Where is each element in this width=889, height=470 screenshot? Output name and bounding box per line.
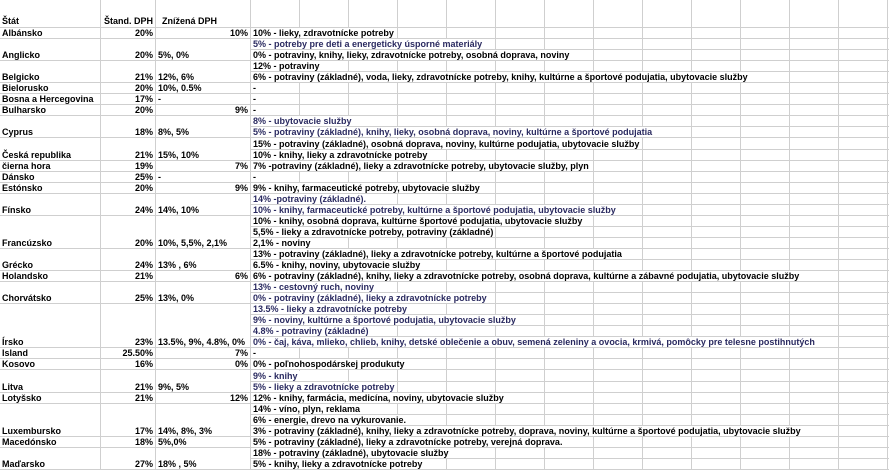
cell-detail[interactable] <box>251 271 889 282</box>
cell-standard-vat-text: 20% <box>134 237 153 248</box>
cell-detail-text: 6% - energie, drevo na vykurovanie. <box>253 414 407 425</box>
cell-detail[interactable] <box>251 150 889 161</box>
cell-detail-text: 0% - potraviny, knihy, lieky, zdravotnícke potreby, osobná doprava, noviny <box>253 50 570 61</box>
cell-country-text: Cyprus <box>2 127 34 138</box>
cell-detail[interactable] <box>251 260 889 271</box>
cell-standard-vat[interactable] <box>101 216 156 249</box>
cell-detail[interactable] <box>251 216 889 227</box>
cell-country-text: Albánsko <box>2 28 43 39</box>
cell-reduced-vat-text: 5%, 0% <box>158 50 190 61</box>
cell-detail-text: 6% - potraviny (základné), voda, lieky, zdravotnícke potreby, knihy, kultúrne a športové podujatia, ubytovacie služby <box>253 72 748 83</box>
cell-standard-vat-text: 20% <box>134 182 153 193</box>
cell-detail-text: 5,5% - lieky a zdravotnícke potreby, potraviny (základné) <box>253 226 494 237</box>
cell-standard-vat-text: 24% <box>134 204 153 215</box>
cell-standard-vat[interactable] <box>101 161 156 172</box>
cell-reduced-vat[interactable] <box>156 437 251 448</box>
cell-reduced-vat[interactable] <box>156 393 251 404</box>
cell-detail[interactable] <box>251 205 889 216</box>
cell-country-text: Bulharsko <box>2 105 47 116</box>
cell-reduced-vat[interactable] <box>156 304 251 348</box>
cell-detail[interactable] <box>251 249 889 260</box>
cell-country-text: Dánsko <box>2 171 35 182</box>
cell-reduced-vat[interactable] <box>156 404 251 437</box>
cell-reduced-vat-text: 13% , 6% <box>158 260 197 271</box>
cell-detail[interactable] <box>251 183 889 194</box>
cell-standard-vat[interactable] <box>101 194 156 216</box>
cell-country-text: Island <box>2 348 29 359</box>
cell-country[interactable] <box>0 282 101 304</box>
cell-reduced-vat-text: 6% <box>234 271 248 282</box>
cell-standard-vat-text: 17% <box>134 94 153 105</box>
cell-detail[interactable] <box>251 393 889 404</box>
cell-country[interactable] <box>0 39 101 61</box>
cell-detail-text: - <box>253 83 256 94</box>
cell-country[interactable] <box>0 304 101 348</box>
cell-country[interactable] <box>0 116 101 138</box>
cell-detail-text: 10% - knihy, farmaceutické potreby, kultúrne a športové podujatia, ubytovacie služby <box>253 204 616 215</box>
cell-country[interactable] <box>0 194 101 216</box>
cell-reduced-vat-text: 10%, 0.5% <box>158 83 202 94</box>
cell-detail-text: 13% - potraviny (základné), lieky a zdravotnícke potreby, kultúrne a športové podujatia <box>253 248 622 259</box>
cell-standard-vat-text: 27% <box>134 458 153 469</box>
cell-detail[interactable] <box>251 404 889 415</box>
cell-detail-text: 5% - potraviny (základné), lieky a zdravotnícke potreby, verejná doprava. <box>253 436 563 447</box>
cell-detail-text: 5% - potraviny (základné), knihy, lieky, osobná doprava, noviny, kultúrne a športové podujatia <box>253 127 653 138</box>
cell-reduced-vat[interactable] <box>156 105 251 116</box>
cell-country-text: Írsko <box>2 337 24 348</box>
cell-detail[interactable] <box>251 161 889 172</box>
cell-standard-vat-text: 21% <box>134 381 153 392</box>
cell-country[interactable] <box>0 348 101 359</box>
cell-reduced-vat-text: 12%, 6% <box>158 72 195 83</box>
cell-country[interactable] <box>0 61 101 83</box>
cell-detail-text: 10% - knihy, osobná doprava, kultúrne športové podujatia, ubytovacie služby <box>253 215 583 226</box>
cell-country[interactable] <box>0 172 101 183</box>
cell-detail-text: 0% - čaj, káva, mlieko, chlieb, knihy, detské oblečenie a obuv, semená zeleniny a ovocia, krmivá, pomôcky pre telesne postihnutých <box>253 337 815 348</box>
cell-standard-vat[interactable] <box>101 28 156 39</box>
cell-detail[interactable] <box>251 116 889 127</box>
cell-detail-text: 0% - poľnohospodárskej produkuty <box>253 359 405 370</box>
cell-standard-vat-text: 20% <box>134 105 153 116</box>
cell-reduced-vat-text: 15%, 10% <box>158 149 200 160</box>
cell-reduced-vat-text: 9%, 5% <box>158 381 190 392</box>
cell-detail[interactable] <box>251 72 889 83</box>
cell-country-text: Luxembursko <box>2 425 62 436</box>
cell-standard-vat[interactable] <box>101 172 156 183</box>
cell-country[interactable] <box>0 437 101 448</box>
cell-country[interactable] <box>0 161 101 172</box>
cell-detail-text: 9% - noviny, kultúrne a športové podujatia, ubytovacie služby <box>253 315 516 326</box>
cell-standard-vat[interactable] <box>101 304 156 348</box>
cell-country[interactable] <box>0 271 101 282</box>
cell-country-text: Francúzsko <box>2 237 53 248</box>
cell-reduced-vat-text: 12% <box>229 392 248 403</box>
cell-detail[interactable] <box>251 337 889 348</box>
header-detail[interactable] <box>251 0 889 28</box>
cell-standard-vat[interactable] <box>101 183 156 194</box>
cell-standard-vat[interactable] <box>101 94 156 105</box>
cell-standard-vat[interactable] <box>101 83 156 94</box>
cell-country-text: Anglicko <box>2 50 41 61</box>
cell-detail[interactable] <box>251 359 889 370</box>
cell-detail[interactable] <box>251 348 889 359</box>
cell-reduced-vat[interactable] <box>156 116 251 138</box>
cell-country-text: Lotyšsko <box>2 392 42 403</box>
cell-reduced-vat[interactable] <box>156 359 251 370</box>
cell-detail[interactable] <box>251 326 889 337</box>
cell-reduced-vat[interactable] <box>156 94 251 105</box>
cell-standard-vat[interactable] <box>101 370 156 392</box>
cell-detail-text: 6% - potraviny (základné), knihy, lieky a zdravotnícke potreby, osobná doprava, kultúrne a zábavné podujatia, ubytovacie služby <box>253 271 800 282</box>
cell-detail-text: 3% - potraviny (základné), knihy, lieky a zdravotnícke potreby, doprava, noviny, kultúrne a športové podujatia, ubytovacie služby <box>253 425 801 436</box>
cell-reduced-vat-text: 10% <box>229 28 248 39</box>
cell-standard-vat-text: 19% <box>134 160 153 171</box>
cell-detail-text: 12% - knihy, farmácia, medicína, noviny, ubytovacie služby <box>253 392 504 403</box>
cell-detail-text: 5% - potreby pre deti a energeticky úsporné materiály <box>253 39 483 50</box>
cell-standard-vat-text: 21% <box>134 271 153 282</box>
cell-country-text: Česká republika <box>2 149 72 160</box>
cell-standard-vat-text: 18% <box>134 127 153 138</box>
header-country-label: Štát <box>2 16 20 26</box>
cell-standard-vat[interactable] <box>101 348 156 359</box>
cell-country-text: Litva <box>2 381 24 392</box>
cell-reduced-vat[interactable] <box>156 83 251 94</box>
cell-standard-vat[interactable] <box>101 448 156 470</box>
cell-standard-vat[interactable] <box>101 39 156 61</box>
cell-reduced-vat[interactable] <box>156 448 251 470</box>
cell-country[interactable] <box>0 216 101 249</box>
header-standard-label: Štand. DPH <box>103 16 153 26</box>
cell-standard-vat[interactable] <box>101 116 156 138</box>
cell-detail[interactable] <box>251 138 889 149</box>
cell-standard-vat-text: 21% <box>134 72 153 83</box>
cell-detail-text: 0% - potraviny (základné), lieky a zdravotnícke potreby <box>253 293 487 304</box>
cell-detail-text: 12% - potraviny <box>253 61 320 72</box>
cell-reduced-vat-text: 10%, 5,5%, 2,1% <box>158 237 228 248</box>
cell-country[interactable] <box>0 183 101 194</box>
cell-country-text: Macedónsko <box>2 436 57 447</box>
cell-standard-vat-text: 25% <box>134 293 153 304</box>
cell-country-text: Holandsko <box>2 271 49 282</box>
cell-detail[interactable] <box>251 282 889 293</box>
cell-detail-text: 18% - potraviny (základné), ubytovacie služby <box>253 447 449 458</box>
cell-standard-vat-text: 20% <box>134 28 153 39</box>
cell-country[interactable] <box>0 94 101 105</box>
cell-detail-text: - <box>253 348 256 359</box>
cell-reduced-vat[interactable] <box>156 39 251 61</box>
cell-reduced-vat[interactable] <box>156 161 251 172</box>
cell-reduced-vat-text: - <box>158 94 161 105</box>
cell-reduced-vat-text: 8%, 5% <box>158 127 190 138</box>
cell-reduced-vat-text: 7% <box>234 348 248 359</box>
cell-detail[interactable] <box>251 83 889 94</box>
cell-country-text: Bosna a Hercegovina <box>2 94 94 105</box>
cell-country-text: Chorvátsko <box>2 293 52 304</box>
cell-standard-vat[interactable] <box>101 105 156 116</box>
cell-country-text: Grécko <box>2 260 34 271</box>
cell-reduced-vat-text: 0% <box>234 359 248 370</box>
cell-reduced-vat[interactable] <box>156 348 251 359</box>
cell-reduced-vat[interactable] <box>156 282 251 304</box>
cell-detail-text: 13.5% - lieky a zdravotnícke potreby <box>253 304 408 315</box>
cell-detail-text: 10% - knihy, lieky a zdravotnícke potreby <box>253 149 428 160</box>
cell-country[interactable] <box>0 105 101 116</box>
cell-standard-vat[interactable] <box>101 249 156 271</box>
cell-country[interactable] <box>0 404 101 437</box>
cell-standard-vat-text: 16% <box>134 359 153 370</box>
cell-detail-text: 15% - potraviny (základné), osobná doprava, noviny, kultúrne podujatia, ubytovacie služby <box>253 138 640 149</box>
cell-detail[interactable] <box>251 459 889 470</box>
cell-detail-text: 9% - knihy, farmaceutické potreby, ubytovacie služby <box>253 182 480 193</box>
cell-standard-vat-text: 18% <box>134 436 153 447</box>
cell-detail[interactable] <box>251 105 889 116</box>
cell-country[interactable] <box>0 448 101 470</box>
cell-detail[interactable] <box>251 94 889 105</box>
cell-reduced-vat-text: - <box>158 171 161 182</box>
cell-reduced-vat-text: 14%, 10% <box>158 204 200 215</box>
cell-detail-text: 5% - lieky a zdravotnícke potreby <box>253 381 395 392</box>
cell-standard-vat[interactable] <box>101 138 156 160</box>
cell-country[interactable] <box>0 393 101 404</box>
cell-reduced-vat[interactable] <box>156 138 251 160</box>
cell-country-text: Fínsko <box>2 204 32 215</box>
cell-reduced-vat-text: 9% <box>234 182 248 193</box>
cell-country[interactable] <box>0 249 101 271</box>
cell-standard-vat-text: 20% <box>134 83 153 94</box>
cell-standard-vat[interactable] <box>101 437 156 448</box>
cell-detail-text: - <box>253 171 256 182</box>
cell-standard-vat[interactable] <box>101 282 156 304</box>
cell-detail-text: 14% -potraviny (základné). <box>253 193 367 204</box>
cell-country[interactable] <box>0 138 101 160</box>
cell-detail-text: - <box>253 94 256 105</box>
cell-detail[interactable] <box>251 238 889 249</box>
cell-reduced-vat-text: 18% , 5% <box>158 458 197 469</box>
cell-reduced-vat[interactable] <box>156 28 251 39</box>
cell-detail-text: 6.5% - knihy, noviny, ubytovacie služby <box>253 260 421 271</box>
cell-reduced-vat[interactable] <box>156 216 251 249</box>
cell-reduced-vat[interactable] <box>156 172 251 183</box>
cell-detail-text: 4.8% - potraviny (základné) <box>253 326 369 337</box>
header-reduced-vat[interactable] <box>156 0 251 28</box>
cell-standard-vat-text: 20% <box>134 50 153 61</box>
cell-detail-text: 10% - lieky, zdravotnícke potreby <box>253 28 394 39</box>
cell-country[interactable] <box>0 370 101 392</box>
cell-country-text: čierna hora <box>2 160 51 171</box>
cell-standard-vat[interactable] <box>101 393 156 404</box>
cell-detail[interactable] <box>251 315 889 326</box>
cell-detail-text: 14% - víno, plyn, reklama <box>253 403 361 414</box>
cell-detail[interactable] <box>251 172 889 183</box>
cell-standard-vat-text: 25% <box>134 171 153 182</box>
cell-detail[interactable] <box>251 370 889 381</box>
cell-reduced-vat[interactable] <box>156 271 251 282</box>
cell-detail-text: 2,1% - noviny <box>253 237 311 248</box>
cell-detail[interactable] <box>251 39 889 50</box>
cell-reduced-vat-text: 14%, 8%, 3% <box>158 425 213 436</box>
cell-detail[interactable] <box>251 304 889 315</box>
header-standard-vat[interactable] <box>101 0 156 28</box>
cell-reduced-vat-text: 13%, 0% <box>158 293 195 304</box>
cell-detail[interactable] <box>251 50 889 61</box>
cell-standard-vat-text: 25.50% <box>122 348 153 359</box>
cell-reduced-vat[interactable] <box>156 194 251 216</box>
cell-reduced-vat[interactable] <box>156 61 251 83</box>
cell-detail[interactable] <box>251 382 889 393</box>
cell-detail[interactable] <box>251 426 889 437</box>
header-country[interactable] <box>0 0 101 28</box>
cell-detail[interactable] <box>251 127 889 138</box>
cell-reduced-vat[interactable] <box>156 370 251 392</box>
cell-country[interactable] <box>0 359 101 370</box>
cell-standard-vat[interactable] <box>101 359 156 370</box>
cell-detail[interactable] <box>251 61 889 72</box>
cell-country-text: Bielorusko <box>2 83 49 94</box>
cell-reduced-vat-text: 5%,0% <box>158 436 187 447</box>
cell-reduced-vat-text: 13.5%, 9%, 4.8%, 0% <box>158 337 246 348</box>
cell-detail-text: 9% - knihy <box>253 370 298 381</box>
cell-country-text: Belgicko <box>2 72 40 83</box>
header-reduced-label: Znížená DPH <box>162 16 218 26</box>
cell-standard-vat-text: 17% <box>134 425 153 436</box>
cell-detail-text: - <box>253 105 256 116</box>
cell-standard-vat[interactable] <box>101 404 156 437</box>
cell-country-text: Kosovo <box>2 359 36 370</box>
cell-country[interactable] <box>0 28 101 39</box>
cell-reduced-vat[interactable] <box>156 183 251 194</box>
cell-country-text: Estónsko <box>2 182 43 193</box>
cell-detail[interactable] <box>251 194 889 205</box>
cell-standard-vat-text: 21% <box>134 149 153 160</box>
cell-detail[interactable] <box>251 437 889 448</box>
cell-country[interactable] <box>0 83 101 94</box>
cell-standard-vat-text: 21% <box>134 392 153 403</box>
cell-detail[interactable] <box>251 415 889 426</box>
cell-standard-vat-text: 23% <box>134 337 153 348</box>
cell-standard-vat[interactable] <box>101 271 156 282</box>
cell-detail-text: 7% -potraviny (základné), lieky a zdravotnícke potreby, ubytovacie služby, plyn <box>253 160 589 171</box>
cell-reduced-vat-text: 7% <box>234 160 248 171</box>
cell-standard-vat[interactable] <box>101 61 156 83</box>
cell-standard-vat-text: 24% <box>134 260 153 271</box>
cell-detail[interactable] <box>251 28 889 39</box>
cell-detail[interactable] <box>251 448 889 459</box>
cell-detail-text: 8% - ubytovacie služby <box>253 116 352 127</box>
cell-reduced-vat-text: 9% <box>234 105 248 116</box>
cell-country-text: Maďarsko <box>2 458 45 469</box>
cell-detail[interactable] <box>251 227 889 238</box>
cell-reduced-vat[interactable] <box>156 249 251 271</box>
cell-detail[interactable] <box>251 293 889 304</box>
cell-detail-text: 13% - cestovný ruch, noviny <box>253 282 375 293</box>
cell-detail-text: 5% - knihy, lieky a zdravotnícke potreby <box>253 458 423 469</box>
